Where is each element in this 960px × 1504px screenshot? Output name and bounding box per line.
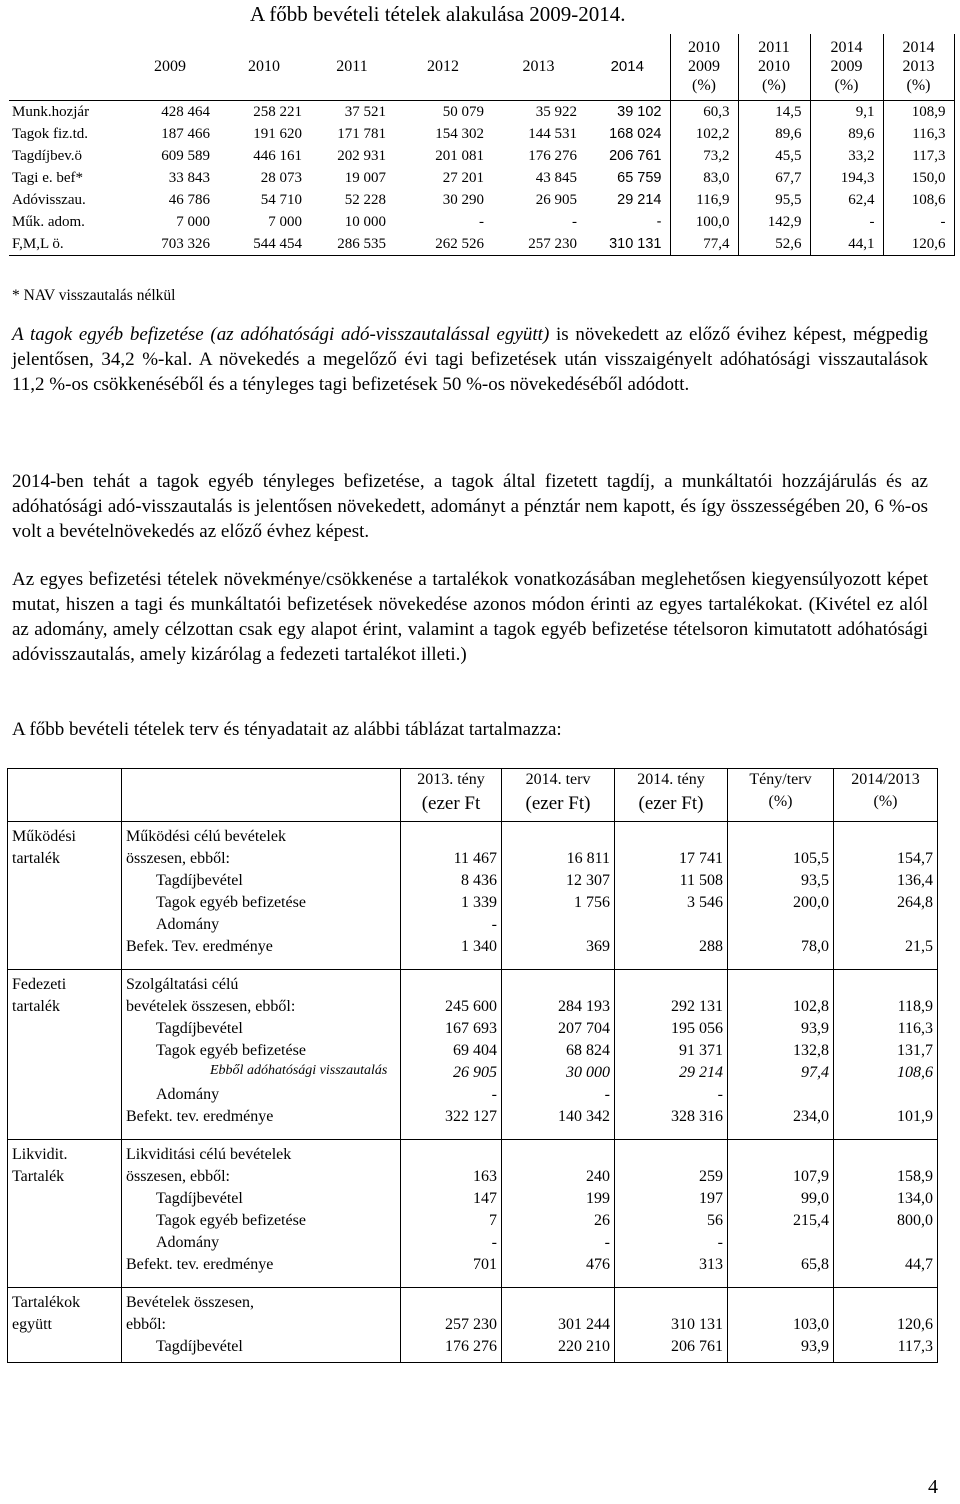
- row-label: Munk.hozjár: [9, 101, 122, 124]
- table-cell: [834, 1084, 938, 1106]
- section-name-line: Fedezeti: [12, 976, 67, 993]
- table-cell: 39 102: [585, 101, 670, 124]
- table-cell: 60,3: [670, 101, 738, 124]
- table-cell: 1 756: [502, 892, 615, 914]
- table-cell: 240: [502, 1144, 615, 1188]
- table-cell: 262 526: [394, 233, 492, 256]
- label-line: összesen, ebből:: [126, 850, 230, 867]
- label-line: Likviditási célú bevételek: [126, 1146, 292, 1163]
- table-cell: 176 276: [401, 1336, 502, 1358]
- table-cell: 154 302: [435, 126, 484, 142]
- header-col: 2014. terv (ezer Ft): [502, 769, 615, 822]
- table-cell: -: [502, 1084, 615, 1106]
- section-name-line: Likvidit.: [12, 1146, 68, 1163]
- document-title: A főbb bevételi tételek alakulása 2009-2014.: [250, 2, 626, 26]
- header-empty: [122, 769, 401, 822]
- table-cell: 12 307: [502, 870, 615, 892]
- table-cell: 328 316: [615, 1106, 728, 1128]
- table-cell: 11 508: [615, 870, 728, 892]
- table-cell: 29 214: [617, 192, 662, 208]
- table-cell: 322 127: [401, 1106, 502, 1128]
- table-cell: 28 073: [260, 170, 302, 186]
- paragraph: 2014-ben tehát a tagok egyéb tényleges befizetése, a tagok által fizetett tagdíj, a munkáltatói hozzájárulás és az adóhatósági adó-visszautalás is jelentősen növekedett, adományt a pénztár nem kapott, és így összességében 20, 6 %-os volt a bevételnövekedés az előző évhez képest.: [12, 471, 928, 542]
- table-cell: 103,0: [728, 1292, 834, 1336]
- table-cell: -: [810, 211, 883, 233]
- table-cell: 201 081: [435, 148, 484, 164]
- label-line: összesen, ebből:: [126, 1168, 230, 1185]
- table-cell: 163: [401, 1144, 502, 1188]
- table-cell: 158,9: [834, 1144, 938, 1188]
- table-cell: 313: [615, 1254, 728, 1276]
- table-cell: 97,4: [728, 1062, 834, 1084]
- table-body: [8, 822, 938, 1363]
- header-row: [9, 34, 954, 101]
- table-cell: 89,6: [810, 123, 883, 145]
- paragraph-text: is növekedett az előző évihez képest, mégpedig jelentősen, 34,2 %-kal. A növekedés a megelőző évi tagi befizetések után visszaigényelt adóhatósági visszautalások 11,2 %-os csökkenéséből és a tényleges tagi befizetések 50 %-os növekedéséből adódott.: [12, 324, 928, 395]
- table-cell: 476: [502, 1254, 615, 1276]
- table-cell: 108,6: [883, 189, 954, 211]
- row-label: Befekt. tev. eredménye: [122, 1254, 401, 1276]
- table-cell: 259: [615, 1144, 728, 1188]
- table-cell: 446 161: [253, 148, 302, 164]
- spacer-cell: [728, 1128, 834, 1140]
- table-cell: 46 786: [168, 192, 210, 208]
- spacer-cell: [834, 958, 938, 970]
- section-name: [8, 1292, 122, 1358]
- table-cell: 17 741: [615, 826, 728, 870]
- row-label: Tagok fiz.td.: [12, 126, 89, 142]
- table-cell: 131,7: [834, 1040, 938, 1062]
- label-line: bevételek összesen, ebből:: [126, 998, 296, 1015]
- table-cell: 142,9: [738, 211, 810, 233]
- table-cell: 26: [502, 1210, 615, 1232]
- spacer-cell: [728, 1358, 834, 1363]
- table-row: [8, 1144, 938, 1188]
- table-row: [8, 1062, 938, 1084]
- table-cell: 288: [615, 936, 728, 958]
- paragraph-italic: A tagok egyéb befizetése (az adóhatósági adó-visszautalással együtt): [12, 324, 550, 345]
- spacer-cell: [502, 1276, 615, 1288]
- row-label: Tagok egyéb befizetése: [122, 1210, 401, 1232]
- table-cell: 77,4: [670, 233, 738, 256]
- spacer-cell: [834, 1128, 938, 1140]
- table-row: [8, 1292, 938, 1336]
- table-cell: 147: [401, 1188, 502, 1210]
- table-cell: 67,7: [738, 167, 810, 189]
- paragraph: A főbb bevételi tételek terv és tényadatait az alábbi táblázat tartalmazza:: [12, 719, 562, 740]
- table-row: [8, 1040, 938, 1062]
- spacer-cell: [8, 958, 122, 970]
- table-row: [9, 101, 954, 124]
- table-cell: [728, 1084, 834, 1106]
- table-cell: 7 000: [268, 214, 302, 230]
- table-cell: 286 535: [310, 233, 394, 256]
- table-cell: 107,9: [728, 1144, 834, 1188]
- spacer-cell: [502, 958, 615, 970]
- table-cell: 33 843: [168, 170, 210, 186]
- spacer-cell: [122, 958, 401, 970]
- spacer-cell: [615, 1358, 728, 1363]
- table-cell: 89,6: [738, 123, 810, 145]
- table-row: [9, 211, 954, 233]
- table-cell: 258 221: [218, 101, 310, 124]
- table-cell: 292 131: [615, 974, 728, 1018]
- table-cell: 108,9: [883, 101, 954, 124]
- table-row: [8, 1188, 938, 1210]
- row-label: Tagdíjbev.ö: [12, 148, 83, 164]
- table-cell: 117,3: [883, 145, 954, 167]
- section-name-line: tartalék: [12, 998, 60, 1015]
- table-cell: 310 131: [615, 1292, 728, 1336]
- section-name: [8, 974, 122, 1128]
- table-cell: 234,0: [728, 1106, 834, 1128]
- spacer-cell: [122, 1128, 401, 1140]
- table-cell: 93,5: [728, 870, 834, 892]
- table-cell: 54 710: [260, 192, 302, 208]
- table-cell: 117,3: [834, 1336, 938, 1358]
- header-row: [8, 769, 938, 822]
- table-cell: 50 079: [394, 101, 492, 124]
- table-cell: 215,4: [728, 1210, 834, 1232]
- yearly-income-table: [9, 34, 955, 256]
- spacer-cell: [728, 958, 834, 970]
- table-cell: 116,9: [670, 189, 738, 211]
- label-line: ebből:: [126, 1316, 166, 1333]
- table-cell: 220 210: [502, 1336, 615, 1358]
- plan-vs-actual-table: [7, 768, 938, 1363]
- row-label: Tagi e. bef*: [12, 170, 84, 186]
- table-cell: 9,1: [810, 101, 883, 124]
- table-row: [8, 1336, 938, 1358]
- table-row: [8, 974, 938, 1018]
- table-cell: 105,5: [728, 826, 834, 870]
- table-row: [9, 123, 954, 145]
- table-cell: 167 693: [401, 1018, 502, 1040]
- table-cell: 118,9: [834, 974, 938, 1018]
- table-cell: 154,7: [834, 826, 938, 870]
- table-row: [8, 1254, 938, 1276]
- table-cell: 194,3: [810, 167, 883, 189]
- spacer-cell: [8, 1358, 122, 1363]
- row-label: F,M,L ö.: [9, 233, 122, 256]
- row-label: Adóvisszau.: [12, 192, 86, 208]
- table-cell: [728, 1232, 834, 1254]
- table-cell: 62,4: [810, 189, 883, 211]
- table-cell: 136,4: [834, 870, 938, 892]
- table-row: [8, 1084, 938, 1106]
- table-cell: 45,5: [738, 145, 810, 167]
- table-body: [9, 101, 954, 256]
- table-cell: 108,6: [834, 1062, 938, 1084]
- row-label: Tagok egyéb befizetése: [122, 892, 401, 914]
- spacer-row: [8, 1276, 938, 1288]
- table-cell: 544 454: [218, 233, 310, 256]
- header-year: 2011: [336, 58, 368, 75]
- header-col: 2013. tény (ezer Ft: [401, 769, 502, 822]
- spacer-cell: [122, 1276, 401, 1288]
- table-cell: 99,0: [728, 1188, 834, 1210]
- table-cell: 10 000: [344, 214, 386, 230]
- table-cell: 3 546: [615, 892, 728, 914]
- table-cell: 44,7: [834, 1254, 938, 1276]
- header-year: 2012: [427, 58, 459, 75]
- row-label: Befek. Tev. eredménye: [122, 936, 401, 958]
- table-cell: 800,0: [834, 1210, 938, 1232]
- header-ratio: 2014 2013 (%): [883, 34, 954, 101]
- spacer-row: [8, 1358, 938, 1363]
- table-cell: 116,3: [834, 1018, 938, 1040]
- table-cell: 26 905: [535, 192, 577, 208]
- spacer-cell: [502, 1358, 615, 1363]
- table-cell: 284 193: [502, 974, 615, 1018]
- row-label: Befekt. tev. eredménye: [122, 1106, 401, 1128]
- header-ratio: 2011 2010 (%): [738, 34, 810, 101]
- table-cell: 257 230: [492, 233, 585, 256]
- table-cell: -: [401, 914, 502, 936]
- table-cell: 150,0: [883, 167, 954, 189]
- table-cell: 257 230: [401, 1292, 502, 1336]
- spacer-cell: [401, 1358, 502, 1363]
- row-label: Tagdíjbevétel: [122, 1018, 401, 1040]
- paragraph: [12, 322, 928, 397]
- spacer-cell: [615, 958, 728, 970]
- table-row: [8, 1210, 938, 1232]
- table-cell: -: [883, 211, 954, 233]
- footnote: * NAV visszautalás nélkül: [12, 287, 176, 304]
- header-empty: [9, 34, 122, 101]
- spacer-row: [8, 1128, 938, 1140]
- table-cell: 132,8: [728, 1040, 834, 1062]
- row-label: Adomány: [122, 1232, 401, 1254]
- table-row: [9, 167, 954, 189]
- table-cell: -: [401, 1232, 502, 1254]
- header-year: 2014: [610, 58, 644, 75]
- header-year: 2009: [154, 58, 186, 75]
- spacer-cell: [502, 1128, 615, 1140]
- table-cell: 93,9: [728, 1018, 834, 1040]
- row-label: Tagdíjbevétel: [122, 1336, 401, 1358]
- table-cell: 102,2: [670, 123, 738, 145]
- table-row: [9, 189, 954, 211]
- table-cell: 144 531: [528, 126, 577, 142]
- section-name-line: Tartalékok: [12, 1294, 81, 1311]
- table-cell: 8 436: [401, 870, 502, 892]
- table-cell: 1 340: [401, 936, 502, 958]
- spacer-cell: [834, 1358, 938, 1363]
- table-cell: 703 326: [122, 233, 218, 256]
- table-cell: -: [572, 214, 577, 230]
- table-cell: 197: [615, 1188, 728, 1210]
- table-cell: 65 759: [617, 170, 662, 186]
- table-cell: 202 931: [337, 148, 386, 164]
- table-row: [9, 145, 954, 167]
- table-cell: 1 339: [401, 892, 502, 914]
- spacer-cell: [834, 1276, 938, 1288]
- table-cell: 191 620: [253, 126, 302, 142]
- table-row: [8, 826, 938, 870]
- table-cell: 120,6: [883, 233, 954, 256]
- header-col: 2014/2013 (%): [834, 769, 938, 822]
- table-cell: 701: [401, 1254, 502, 1276]
- table-cell: 33,2: [810, 145, 883, 167]
- row-label: Adomány: [122, 1084, 401, 1106]
- table-cell: 30 290: [442, 192, 484, 208]
- section-name-line: tartalék: [12, 850, 60, 867]
- table-row: [8, 1018, 938, 1040]
- table-cell: 176 276: [528, 148, 577, 164]
- table-cell: 187 466: [161, 126, 210, 142]
- header-col: Tény/terv (%): [728, 769, 834, 822]
- table-row: [8, 892, 938, 914]
- table-cell: 43 845: [535, 170, 577, 186]
- row-label: Ebből adóhatósági visszautalás: [122, 1062, 401, 1084]
- table-cell: -: [502, 1232, 615, 1254]
- label-line: Bevételek összesen,: [126, 1294, 254, 1311]
- header-year: 2010: [248, 58, 280, 75]
- table-cell: 83,0: [670, 167, 738, 189]
- table-cell: 69 404: [401, 1040, 502, 1062]
- table-cell: [834, 914, 938, 936]
- table-cell: 26 905: [401, 1062, 502, 1084]
- table-cell: 206 761: [609, 148, 662, 164]
- spacer-cell: [8, 1128, 122, 1140]
- table-row: [8, 870, 938, 892]
- table-cell: 168 024: [609, 126, 662, 142]
- spacer-cell: [401, 1276, 502, 1288]
- table-cell: 30 000: [502, 1062, 615, 1084]
- table-cell: 207 704: [502, 1018, 615, 1040]
- total-label: [122, 1144, 401, 1188]
- table-cell: 65,8: [728, 1254, 834, 1276]
- table-cell: 52 228: [344, 192, 386, 208]
- table-cell: 19 007: [344, 170, 386, 186]
- total-label: [122, 826, 401, 870]
- table-cell: 68 824: [502, 1040, 615, 1062]
- table-cell: 140 342: [502, 1106, 615, 1128]
- spacer-cell: [728, 1276, 834, 1288]
- table-cell: 35 922: [492, 101, 585, 124]
- label-line: Szolgáltatási célú: [126, 976, 239, 993]
- table-cell: 16 811: [502, 826, 615, 870]
- section-name-line: együtt: [12, 1316, 52, 1333]
- header-ratio: 2014 2009 (%): [810, 34, 883, 101]
- header-empty: [8, 769, 122, 822]
- table-cell: 199: [502, 1188, 615, 1210]
- table-cell: 14,5: [738, 101, 810, 124]
- table-row: [8, 1106, 938, 1128]
- table-row: [8, 914, 938, 936]
- table-cell: -: [401, 1084, 502, 1106]
- table-cell: -: [656, 214, 662, 230]
- table-cell: 245 600: [401, 974, 502, 1018]
- section-name: [8, 1144, 122, 1276]
- spacer-cell: [615, 1128, 728, 1140]
- table-cell: 52,6: [738, 233, 810, 256]
- table-cell: 91 371: [615, 1040, 728, 1062]
- table-cell: [502, 914, 615, 936]
- paragraph: Az egyes befizetési tételek növekménye/csökkenése a tartalékok vonatkozásában meglehetősen kiegyensúlyozott képet mutat, hiszen a tagi és munkáltatói befizetések növekedése azonos módon érinti az egyes tartalékokat. (Kivétel ez alól az adomány, amely célzottan csak egy alapot érint, valamint a tagok egyéb befizetése tételsoron kimutatott adóhatósági adóvisszautalás, amely kizárólag a fedezeti tartalékot illeti.): [12, 569, 928, 665]
- table-cell: [834, 1232, 938, 1254]
- table-cell: 95,5: [738, 189, 810, 211]
- table-cell: 78,0: [728, 936, 834, 958]
- table-cell: -: [479, 214, 484, 230]
- table-cell: 171 781: [337, 126, 386, 142]
- table-cell: 37 521: [310, 101, 394, 124]
- table-cell: 27 201: [442, 170, 484, 186]
- table-cell: 116,3: [883, 123, 954, 145]
- row-label: Tagdíjbevétel: [122, 1188, 401, 1210]
- header-ratio: 2010 2009 (%): [670, 34, 738, 101]
- table-row: [9, 233, 954, 256]
- section-name-line: Tartalék: [12, 1168, 65, 1185]
- table-cell: 44,1: [810, 233, 883, 256]
- header-col: 2014. tény (ezer Ft): [615, 769, 728, 822]
- table-cell: 301 244: [502, 1292, 615, 1336]
- table-cell: 310 131: [585, 233, 670, 256]
- page-number: 4: [928, 1476, 938, 1498]
- label-line: Működési célú bevételek: [126, 828, 286, 845]
- spacer-cell: [401, 1128, 502, 1140]
- table-cell: 7 000: [176, 214, 210, 230]
- table-cell: 134,0: [834, 1188, 938, 1210]
- spacer-cell: [615, 1276, 728, 1288]
- spacer-cell: [122, 1358, 401, 1363]
- row-label: Műk. adom.: [12, 214, 85, 230]
- header-year: 2013: [522, 58, 555, 75]
- row-label: Tagok egyéb befizetése: [122, 1040, 401, 1062]
- table-cell: [728, 914, 834, 936]
- table-cell: 100,0: [670, 211, 738, 233]
- table-cell: 200,0: [728, 892, 834, 914]
- table-cell: [615, 914, 728, 936]
- table-cell: 7: [401, 1210, 502, 1232]
- table-cell: 264,8: [834, 892, 938, 914]
- table-cell: 369: [502, 936, 615, 958]
- table-row: [8, 1232, 938, 1254]
- total-label: [122, 1292, 401, 1336]
- table-cell: -: [615, 1084, 728, 1106]
- row-label: Tagdíjbevétel: [122, 870, 401, 892]
- total-label: [122, 974, 401, 1018]
- table-cell: 206 761: [615, 1336, 728, 1358]
- table-cell: 120,6: [834, 1292, 938, 1336]
- table-cell: 102,8: [728, 974, 834, 1018]
- row-label: Adomány: [122, 914, 401, 936]
- section-name-line: Működési: [12, 828, 76, 845]
- table-cell: 195 056: [615, 1018, 728, 1040]
- table-cell: 56: [615, 1210, 728, 1232]
- table-cell: 93,9: [728, 1336, 834, 1358]
- table-cell: 609 589: [161, 148, 210, 164]
- table-row: [8, 936, 938, 958]
- table-cell: 428 464: [122, 101, 218, 124]
- table-cell: 101,9: [834, 1106, 938, 1128]
- table-cell: 29 214: [615, 1062, 728, 1084]
- table-cell: 73,2: [670, 145, 738, 167]
- table-cell: 21,5: [834, 936, 938, 958]
- table-cell: 11 467: [401, 826, 502, 870]
- spacer-cell: [8, 1276, 122, 1288]
- spacer-row: [8, 958, 938, 970]
- section-name: [8, 826, 122, 958]
- spacer-cell: [401, 958, 502, 970]
- table-cell: -: [615, 1232, 728, 1254]
